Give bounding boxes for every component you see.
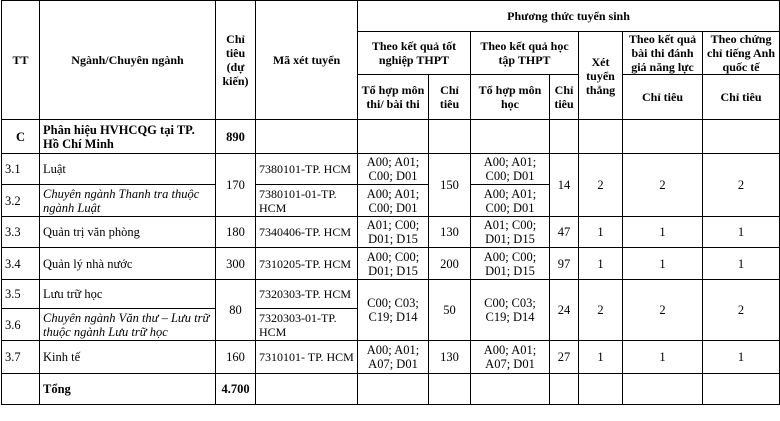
row-combo-exam: A01; C00; D01; D15 <box>358 217 429 248</box>
row-tt: 3.5 <box>2 280 40 309</box>
header-tt: TT <box>2 1 40 120</box>
row-code: 7310101- TP. HCM <box>256 341 358 374</box>
row-combo-exam: A00; A01; C00; D01 <box>358 154 429 185</box>
row-combo-exam: A00; C00; D01; D15 <box>358 248 429 280</box>
row-tt: 3.7 <box>2 341 40 374</box>
header-quota-exam: Chỉ tiêu <box>429 75 471 120</box>
row-quota: 160 <box>216 341 256 374</box>
group-archive-quota: 80 <box>216 280 256 341</box>
header-combo-exam: Tổ hợp môn thi/ bài thi <box>358 75 429 120</box>
row-quota-exam: 200 <box>429 248 471 280</box>
row-direct: 1 <box>579 248 623 280</box>
header-combo-subject: Tổ hợp môn học <box>471 75 550 120</box>
group-law-quota: 170 <box>216 154 256 217</box>
section-name: Phân hiệu HVHCQG tại TP. Hồ Chí Minh <box>40 120 216 154</box>
header-methods: Phương thức tuyển sinh <box>358 1 780 32</box>
row-code: 7320303-TP. HCM <box>256 280 358 309</box>
row-name: Chuyên ngành Văn thư – Lưu trữ thuộc ngành Lưu trữ học <box>40 309 216 341</box>
row-code: 7380101-TP. HCM <box>256 154 358 185</box>
row-english: 1 <box>703 341 780 374</box>
row-combo-subject: A00; C00; D01; D15 <box>471 248 550 280</box>
row-combo-exam: A00; A01; A07; D01 <box>358 341 429 374</box>
row-tt: 3.2 <box>2 185 40 217</box>
row-combo-subject: A00; A01; C00; D01 <box>471 154 550 185</box>
header-quota: Chỉ tiêu (dự kiến) <box>216 1 256 120</box>
group-archive-direct: 2 <box>579 280 623 341</box>
row-combo-subject: A00; A01; C00; D01 <box>471 185 550 217</box>
group-archive-q1: 50 <box>429 280 471 341</box>
table-row <box>2 341 780 374</box>
row-code: 7340406-TP. HCM <box>256 217 358 248</box>
table-row <box>2 217 780 248</box>
row-aptitude: 1 <box>623 341 703 374</box>
row-quota-exam: 130 <box>429 217 471 248</box>
table-row <box>2 154 780 185</box>
row-combo-subject: A01; C00; D01; D15 <box>471 217 550 248</box>
group-archive-english: 2 <box>703 280 780 341</box>
group-law-q1: 150 <box>429 154 471 217</box>
header-quota-record: Chỉ tiêu <box>550 75 579 120</box>
total-row <box>2 374 780 405</box>
row-quota-record: 97 <box>550 248 579 280</box>
row-quota: 180 <box>216 217 256 248</box>
group-archive-q2: 24 <box>550 280 579 341</box>
header-english: Theo chứng chỉ tiếng Anh quốc tế <box>703 32 780 75</box>
group-law-q2: 14 <box>550 154 579 217</box>
row-english: 1 <box>703 248 780 280</box>
row-quota-record: 47 <box>550 217 579 248</box>
header-thpt-record: Theo kết quả học tập THPT <box>471 32 579 75</box>
row-name: Luật <box>40 154 216 185</box>
section-row <box>2 120 780 154</box>
row-combo-subject: A00; A01; A07; D01 <box>471 341 550 374</box>
row-name: Kinh tế <box>40 341 216 374</box>
group-archive-combo-exam: C00; C03; C19; D14 <box>358 280 429 341</box>
row-direct: 1 <box>579 341 623 374</box>
group-archive-combo-subject: C00; C03; C19; D14 <box>471 280 550 341</box>
header-code: Mã xét tuyển <box>256 1 358 120</box>
row-name: Lưu trữ học <box>40 280 216 309</box>
table-row <box>2 280 780 309</box>
section-quota: 890 <box>216 120 256 154</box>
row-tt: 3.3 <box>2 217 40 248</box>
header-direct: Xét tuyển thẳng <box>579 32 623 120</box>
row-name: Quản lý nhà nước <box>40 248 216 280</box>
row-english: 1 <box>703 217 780 248</box>
row-quota-record: 27 <box>550 341 579 374</box>
total-label: Tổng <box>40 374 216 405</box>
row-code: 7380101-01-TP. HCM <box>256 185 358 217</box>
header-aptitude: Theo kết quả bài thi đánh giá năng lực <box>623 32 703 75</box>
group-law-english: 2 <box>703 154 780 217</box>
section-tt: C <box>2 120 40 154</box>
header-major: Ngành/Chuyên ngành <box>40 1 216 120</box>
header-thpt-exam: Theo kết quả tốt nghiệp THPT <box>358 32 471 75</box>
table-row <box>2 248 780 280</box>
row-code: 7310205-TP. HCM <box>256 248 358 280</box>
row-tt: 3.4 <box>2 248 40 280</box>
row-name: Chuyên ngành Thanh tra thuộc ngành Luật <box>40 185 216 217</box>
admission-table <box>1 0 780 405</box>
header-row-1 <box>2 1 780 32</box>
group-archive-aptitude: 2 <box>623 280 703 341</box>
row-tt: 3.6 <box>2 309 40 341</box>
row-direct: 1 <box>579 217 623 248</box>
row-tt: 3.1 <box>2 154 40 185</box>
row-name: Quản trị văn phòng <box>40 217 216 248</box>
header-quota-english: Chỉ tiêu <box>703 75 780 120</box>
row-combo-exam: A00; A01; C00; D01 <box>358 185 429 217</box>
row-aptitude: 1 <box>623 248 703 280</box>
row-code: 7320303-01-TP. HCM <box>256 309 358 341</box>
row-quota-exam: 130 <box>429 341 471 374</box>
header-quota-aptitude: Chỉ tiêu <box>623 75 703 120</box>
row-aptitude: 1 <box>623 217 703 248</box>
group-law-direct: 2 <box>579 154 623 217</box>
group-law-aptitude: 2 <box>623 154 703 217</box>
row-quota: 300 <box>216 248 256 280</box>
total-quota: 4.700 <box>216 374 256 405</box>
